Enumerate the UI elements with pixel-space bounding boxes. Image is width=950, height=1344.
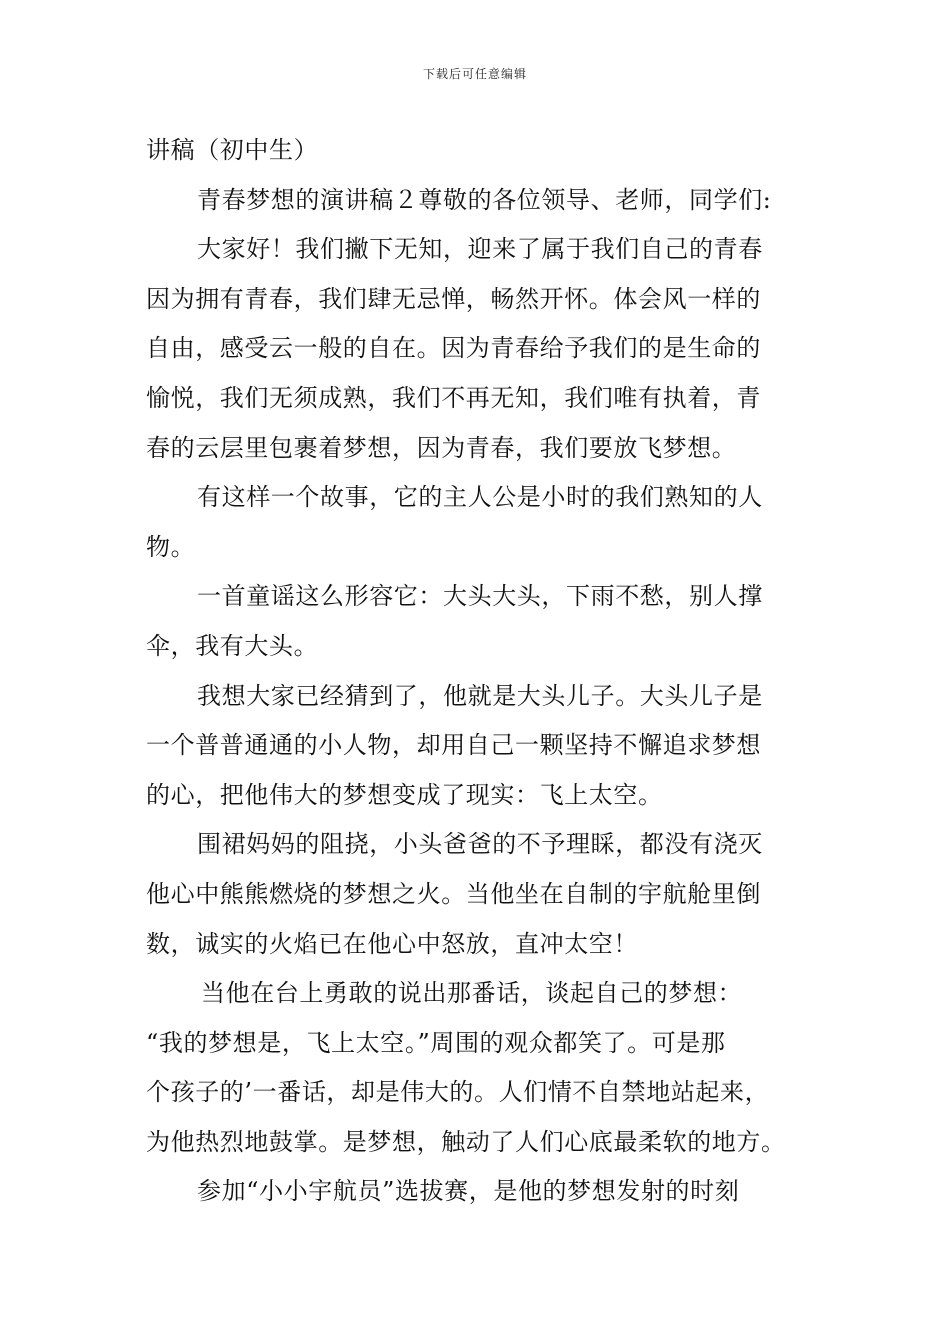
text-line: 当他在台上勇敢的说出那番话，谈起自己的梦想： (201, 979, 743, 1008)
text-line: 数，诚实的火焰已在他心中怒放，直冲太空！ (146, 929, 638, 958)
text-line: 青春梦想的演讲稿２尊敬的各位领导、老师，同学们: (197, 185, 772, 214)
text-line: 伞，我有大头。 (146, 631, 319, 660)
text-line: 因为拥有青春，我们肆无忌惮，畅然开怀。体会风一样的 (146, 284, 761, 313)
text-line: 大家好！我们撇下无知，迎来了属于我们自己的青春 (197, 235, 763, 264)
text-line: 自由，感受云一般的自在。因为青春给予我们的是生命的 (146, 334, 761, 363)
text-line: “我的梦想是，飞上太空。”周围的观众都笑了。可是那 (146, 1028, 726, 1057)
text-line: 围裙妈妈的阻挠，小头爸爸的不予理睬，都没有浇灭 (197, 830, 763, 859)
text-line: 一个普普通通的小人物，却用自己一颗坚持不懈追求梦想 (146, 731, 761, 760)
text-line: 我想大家已经猜到了，他就是大头儿子。大头儿子是 (197, 681, 763, 710)
text-line: 的心，把他伟大的梦想变成了现实：飞上太空。 (146, 780, 663, 809)
text-line: 参加“小小宇航员”选拔赛，是他的梦想发射的时刻 (197, 1177, 740, 1206)
text-line: 物。 (146, 532, 196, 561)
text-line: 春的云层里包裹着梦想，因为青春，我们要放飞梦想。 (146, 433, 737, 462)
text-line: 为他热烈地鼓掌。是梦想，触动了人们心底最柔软的地方。 (146, 1127, 786, 1156)
page-header-note: 下载后可任意编辑 (422, 67, 527, 81)
text-line: 愉悦，我们无须成熟，我们不再无知，我们唯有执着，青 (146, 383, 761, 412)
document-body (146, 126, 812, 1217)
text-line: 他心中熊熊燃烧的梦想之火。当他坐在自制的宇航舱里倒 (146, 879, 761, 908)
text-line: 有这样一个故事，它的主人公是小时的我们熟知的人 (197, 483, 763, 512)
text-line: 一首童谣这么形容它：大头大头，下雨不愁，别人撑 (197, 582, 763, 611)
text-line: 讲稿（初中生） (146, 136, 319, 164)
text-line: 个孩子的’一番话，却是伟大的。人们情不自禁地站起来， (146, 1078, 770, 1107)
